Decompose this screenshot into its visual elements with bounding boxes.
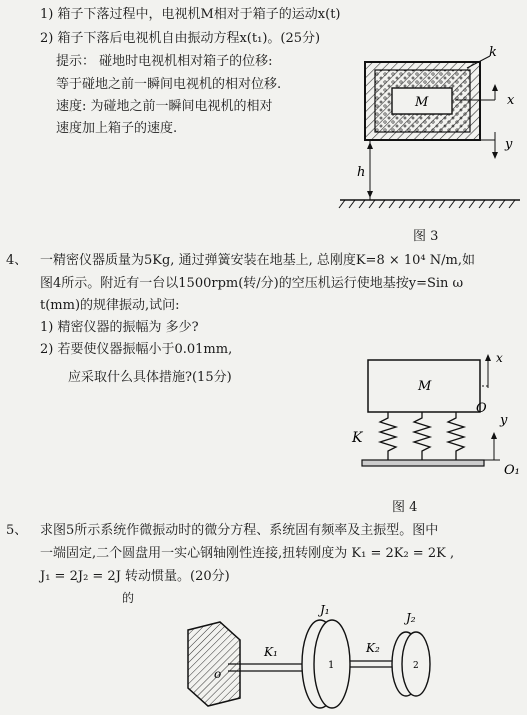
fig4-label-y: y xyxy=(500,413,508,428)
fig5-label-1: 1 xyxy=(328,660,335,671)
figure-5 xyxy=(180,600,480,712)
q3-hint4: 速度加上箱子的速度. xyxy=(56,121,178,136)
fig3-label-k: k xyxy=(489,45,497,60)
q4-item2: 2) 若要使仪器振幅小于0.01mm, xyxy=(40,342,233,357)
q3-line2: 2) 箱子下落后电视机自由振动方程x(t₁)。(25分) xyxy=(40,31,321,46)
fig4-label-O: O xyxy=(476,401,487,416)
q3-hint1: 提示： 碰地时电视机相对箱子的位移: xyxy=(56,54,273,69)
q4-line3: t(mm)的规律振动,试问: xyxy=(40,298,180,313)
figure-4 xyxy=(340,348,525,478)
fig5-label-J2: J₂ xyxy=(406,611,416,625)
q3-hint3: 速度: 为碰地之前一瞬间电视机的相对 xyxy=(56,99,273,114)
fig3-caption: 图 3 xyxy=(413,229,439,244)
fig4-label-x: x xyxy=(496,351,503,365)
q5-line3: J₁ = 2J₂ = 2J 转动惯量。(20分) xyxy=(40,569,230,584)
fig5-label-K2: K₂ xyxy=(366,641,380,655)
fig5-label-K1: K₁ xyxy=(264,645,278,659)
q4-line2: 图4所示。附近有一台以1500rpm(转/分)的空压机运行使地基按y=Sin ω xyxy=(40,276,464,291)
fig4-caption: 图 4 xyxy=(392,500,418,515)
fig4-label-O1: O₁ xyxy=(504,463,520,478)
q5-line2: 一端固定,二个圆盘用一实心钢轴刚性连接,扭转刚度为 K₁ = 2K₂ = 2K , xyxy=(40,546,455,561)
fig5-label-J1: J₁ xyxy=(320,603,330,617)
q5-note: 的 xyxy=(122,591,135,605)
fig4-label-M: M xyxy=(418,379,432,394)
fig5-label-2: 2 xyxy=(413,661,419,671)
q5-number: 5、 xyxy=(6,523,28,538)
fig3-label-x: x xyxy=(507,93,515,108)
figure-3 xyxy=(335,40,525,215)
fig4-label-K: K xyxy=(352,430,363,446)
q4-number: 4、 xyxy=(6,253,28,268)
fig3-label-M: M xyxy=(415,95,429,110)
q4-line1: 一精密仪器质量为5Kg, 通过弹簧安装在地基上, 总刚度K=8 × 10⁴ N/m,如 xyxy=(40,253,475,268)
base-plate xyxy=(362,460,484,466)
q3-line1: 1) 箱子下落过程中，电视机M相对于箱子的运动x(t) xyxy=(40,7,341,22)
fig3-label-h: h xyxy=(357,165,366,180)
q5-line1: 求图5所示系统作微振动时的微分方程、系统固有频率及主振型。图中 xyxy=(40,523,439,538)
q4-item1: 1) 精密仪器的振幅为 多少? xyxy=(40,320,199,335)
q3-hint2: 等于碰地之前一瞬间电视机的相对位移. xyxy=(56,77,282,92)
fig3-label-y: y xyxy=(505,137,513,152)
q4-item3: 应采取什么具体措施?(15分) xyxy=(68,370,232,385)
fig5-label-o: o xyxy=(214,667,222,681)
